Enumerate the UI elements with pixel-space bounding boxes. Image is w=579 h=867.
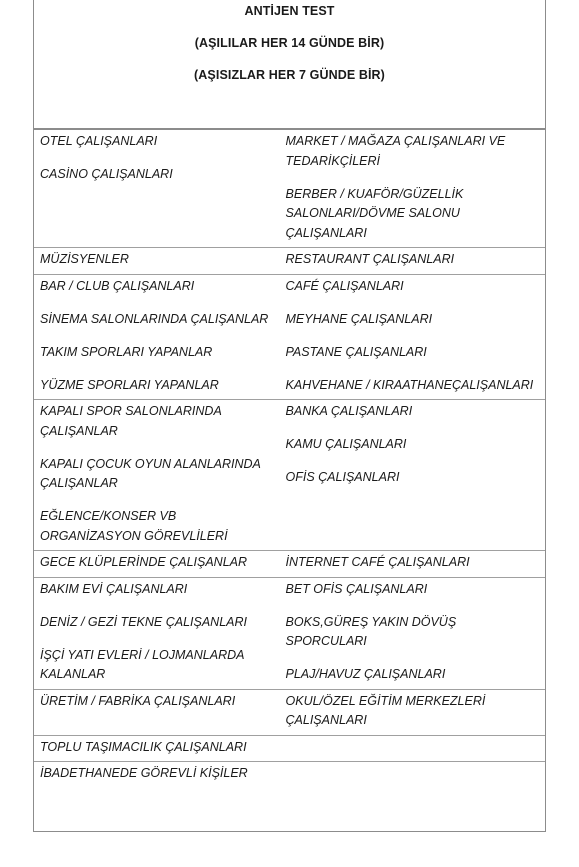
table-column-left — [34, 764, 280, 784]
table-column-right — [280, 580, 545, 685]
table-row — [34, 551, 545, 578]
occupation-item: İBADETHANEDE GÖREVLİ KİŞİLER — [40, 766, 248, 780]
table-column-right — [280, 132, 545, 243]
occupation-item: BET OFİS ÇALIŞANLARI — [285, 581, 428, 596]
table-row — [34, 275, 545, 401]
occupation-item: DENİZ / GEZİ TEKNE ÇALIŞANLARI — [40, 614, 247, 629]
table-column-left — [34, 553, 280, 573]
table-row — [34, 578, 545, 690]
antigen-test-document — [33, 0, 546, 832]
occupation-item: RESTAURANT ÇALIŞANLARI — [285, 252, 455, 266]
occupation-item: BOKS,GÜREŞ YAKIN DÖVÜŞ SPORCULARI — [285, 614, 457, 648]
table-row — [34, 248, 545, 275]
occupation-item: TOPLU TAŞIMACILIK ÇALIŞANLARI — [40, 739, 247, 754]
table-row — [34, 400, 545, 551]
table-column-right — [280, 553, 545, 573]
occupation-item: OTEL ÇALIŞANLARI — [40, 134, 158, 148]
occupation-item: KAPALI ÇOCUK OYUN ALANLARINDA ÇALIŞANLAR — [40, 456, 261, 490]
occupation-item: MEYHANE ÇALIŞANLARI — [285, 311, 433, 326]
occupation-item: MARKET / MAĞAZA ÇALIŞANLARI VE TEDARİKÇİLERİ — [285, 134, 506, 168]
occupation-item: PASTANE ÇALIŞANLARI — [285, 344, 427, 359]
occupation-item: TAKIM SPORLARI YAPANLAR — [40, 344, 213, 359]
occupation-item: KAMU ÇALIŞANLARI — [285, 437, 407, 451]
occupation-item: GECE KLÜPLERİNDE ÇALIŞANLAR — [40, 555, 248, 569]
occupation-table — [34, 130, 545, 788]
occupation-item: OFİS ÇALIŞANLARI — [285, 470, 400, 484]
table-column-left — [34, 277, 280, 396]
table-column-right — [280, 764, 545, 784]
occupation-item: EĞLENCE/KONSER VB ORGANİZASYON GÖREVLİLERİ — [40, 509, 228, 543]
occupation-item: OKUL/ÖZEL EĞİTİM MERKEZLERİ ÇALIŞANLARI — [285, 693, 486, 727]
table-column-left — [34, 580, 280, 685]
table-column-right — [280, 402, 545, 546]
occupation-item: BANKA ÇALIŞANLARI — [285, 404, 413, 418]
table-column-left — [34, 132, 280, 243]
occupation-item: BAKIM EVİ ÇALIŞANLARI — [40, 581, 188, 596]
occupation-item: YÜZME SPORLARI YAPANLAR — [40, 377, 219, 392]
occupation-item: SİNEMA SALONLARINDA ÇALIŞANLAR — [40, 311, 269, 326]
table-column-left — [34, 250, 280, 270]
table-column-left — [34, 402, 280, 546]
table-column-right — [280, 277, 545, 396]
occupation-item: İŞÇİ YATI EVLERİ / LOJMANLARDA KALANLAR — [40, 647, 244, 681]
table-column-right — [280, 250, 545, 270]
table-column-right — [280, 738, 545, 758]
table-column-left — [34, 692, 280, 731]
occupation-item: PLAJ/HAVUZ ÇALIŞANLARI — [285, 667, 446, 681]
occupation-item: CAFÉ ÇALIŞANLARI — [285, 278, 404, 293]
table-column-right — [280, 692, 545, 731]
occupation-item: ÜRETİM / FABRİKA ÇALIŞANLARI — [40, 693, 236, 708]
table-row — [34, 130, 545, 248]
unvaccinated-frequency-note: (AŞISIZLAR HER 7 GÜNDE BİR) — [194, 68, 385, 82]
table-column-left — [34, 738, 280, 758]
document-header — [34, 0, 545, 130]
occupation-item: İNTERNET CAFÉ ÇALIŞANLARI — [285, 555, 470, 569]
table-row — [34, 690, 545, 736]
table-row — [34, 762, 545, 788]
occupation-item: BAR / CLUB ÇALIŞANLARI — [40, 278, 195, 293]
vaccinated-frequency-note: (AŞILILAR HER 14 GÜNDE BİR) — [194, 36, 385, 50]
occupation-item: MÜZİSYENLER — [40, 252, 129, 266]
table-row — [34, 736, 545, 763]
occupation-item: KAHVEHANE / KIRAATHANEÇALIŞANLARI — [285, 377, 534, 392]
occupation-item: CASİNO ÇALIŞANLARI — [40, 167, 173, 181]
occupation-item: BERBER / KUAFÖR/GÜZELLİK SALONLARI/DÖVME SALONU ÇALIŞANLARI — [285, 186, 464, 240]
document-title: ANTİJEN TEST — [244, 4, 335, 18]
occupation-item: KAPALI SPOR SALONLARINDA ÇALIŞANLAR — [40, 404, 222, 438]
